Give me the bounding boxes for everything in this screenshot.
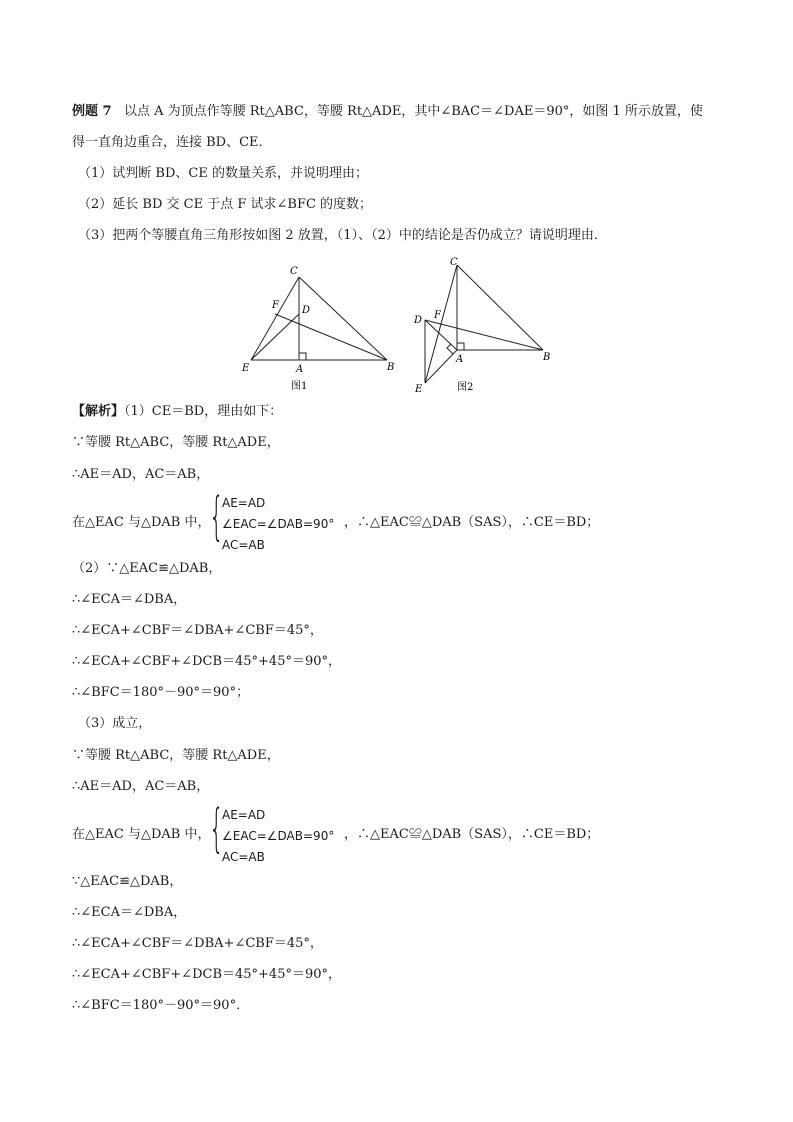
system-2-eq-3: AC=AB <box>222 850 265 864</box>
system-2-prefix: 在△EAC 与△DAB 中， <box>72 827 211 842</box>
fig1-label-c: C <box>290 266 298 277</box>
solution-head: 【解析】 <box>72 404 125 419</box>
problem-text-1: 以点 A 为顶点作等腰 Rt△ABC，等腰 Rt△ADE，其中∠BAC＝∠DAE＝90°，如图 1 所示放置，使 <box>123 104 703 119</box>
solution-part-2: （2）∵△EAC≌△DAB， <box>72 561 222 576</box>
system-1-eq-1: AE=AD <box>222 496 266 510</box>
fig2-label-e: E <box>415 384 423 395</box>
solution-line-7: ∵等腰 Rt△ABC，等腰 Rt△ADE， <box>72 748 280 763</box>
fig1-caption: 图1 <box>291 381 308 392</box>
fig1-edge-bf <box>275 314 387 360</box>
problem-line-1 <box>72 103 703 121</box>
solution-line-10: ∴∠ECA＝∠DBA， <box>72 905 187 920</box>
solution-part-3: （3）成立， <box>78 716 152 731</box>
system-2-brace: { <box>209 799 224 859</box>
fig2-label-c: C <box>450 257 458 268</box>
fig2-label-b: B <box>543 352 551 363</box>
solution-line-8: ∴AE＝AD，AC＝AB， <box>72 779 210 794</box>
fig2-caption: 图2 <box>457 382 474 393</box>
solution-line-2: ∴AE＝AD，AC＝AB， <box>72 467 210 482</box>
solution-line-11: ∴∠ECA+∠CBF＝∠DBA+∠CBF＝45°， <box>72 936 323 951</box>
system-1-brace: { <box>209 487 224 547</box>
fig1-label-d: D <box>302 305 311 316</box>
solution-part-1: （1）CE＝BD，理由如下： <box>124 404 283 419</box>
fig2-label-d: D <box>414 315 423 326</box>
fig1-label-b: B <box>387 362 395 373</box>
solution-line-13: ∴∠BFC＝180°－90°＝90°． <box>72 998 250 1013</box>
solution-line-12: ∴∠ECA+∠CBF+∠DCB＝45°+45°＝90°， <box>72 967 342 982</box>
fig1-label-f: F <box>272 300 279 311</box>
figure-1 <box>235 260 405 395</box>
fig1-edge-cb <box>299 277 387 360</box>
solution-head-line <box>72 403 282 421</box>
fig1-right-angle-mark <box>299 353 306 360</box>
fig1-label-a: A <box>296 364 304 375</box>
system-1-eq-3: AC=AB <box>222 538 265 552</box>
fig2-edge-db <box>425 320 543 350</box>
fig2-label-a: A <box>456 354 464 365</box>
problem-text-2: 得一直角边重合，连接 BD、CE． <box>72 135 272 150</box>
system-1-eq-2: ∠EAC=∠DAB=90° <box>222 517 335 531</box>
question-2: （2）延长 BD 交 CE 于点 F 试求∠BFC 的度数； <box>78 197 373 212</box>
figure-2 <box>405 250 565 398</box>
solution-line-3: ∴∠ECA＝∠DBA， <box>72 592 187 607</box>
fig1-edge-ce <box>251 277 299 360</box>
solution-line-5: ∴∠ECA+∠CBF+∠DCB＝45°+45°＝90°， <box>72 654 342 669</box>
system-2-eq-1: AE=AD <box>222 808 266 822</box>
system-2-eq-2: ∠EAC=∠DAB=90° <box>222 829 335 843</box>
fig2-label-f: F <box>434 310 441 321</box>
solution-line-9: ∵△EAC≌△DAB， <box>72 874 183 889</box>
system-1-prefix: 在△EAC 与△DAB 中， <box>72 515 211 530</box>
solution-line-6: ∴∠BFC＝180°－90°＝90°； <box>72 685 250 700</box>
question-3: （3）把两个等腰直角三角形按如图 2 放置，（1）、（2）中的结论是否仍成立？请说明理由． <box>78 228 607 243</box>
fig2-edge-cb <box>457 265 543 350</box>
solution-line-4: ∴∠ECA+∠CBF＝∠DBA+∠CBF＝45°， <box>72 623 323 638</box>
system-2-suffix: ，∴△EAC≌△DAB（SAS），∴CE＝BD； <box>344 827 600 842</box>
problem-label: 例题 7 <box>72 104 112 119</box>
system-1-suffix: ，∴△EAC≌△DAB（SAS），∴CE＝BD； <box>344 515 600 530</box>
solution-line-1: ∵等腰 Rt△ABC，等腰 Rt△ADE， <box>72 435 280 450</box>
question-1: （1）试判断 BD、CE 的数量关系，并说明理由； <box>78 166 368 181</box>
fig1-label-e: E <box>242 363 250 374</box>
fig2-right-angle-mark-a <box>457 343 464 350</box>
